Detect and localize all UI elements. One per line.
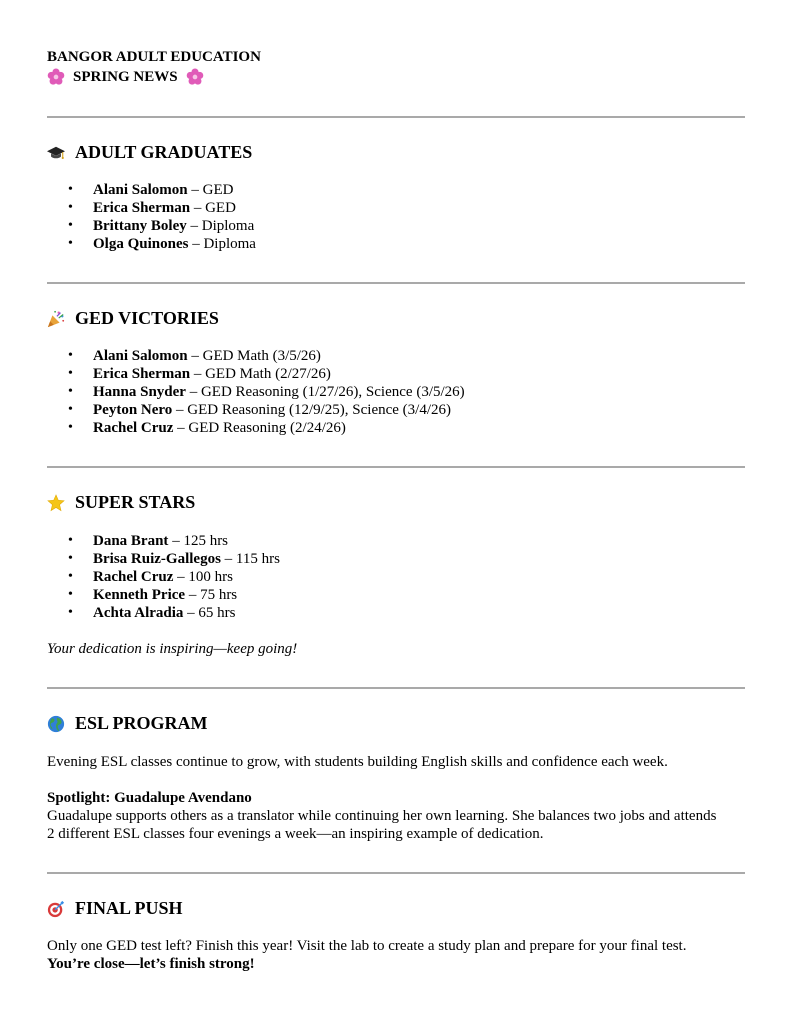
list-item: • Hanna Snyder – GED Reasoning (1/27/26), Science (3/5/26) (68, 383, 465, 401)
list-item: • Rachel Cruz – GED Reasoning (2/24/26) (68, 419, 465, 437)
list-item: • Alani Salomon – GED Math (3/5/26) (68, 347, 465, 365)
divider (47, 116, 745, 118)
list-item: • Achta Alradia – 65 hrs (68, 604, 280, 622)
party-popper-icon (47, 310, 65, 328)
star-icon (47, 494, 65, 512)
esl-intro: Evening ESL classes continue to grow, with students building English skills and confidence each week. (47, 754, 668, 770)
list-item: • Alani Salomon – GED (68, 181, 256, 199)
flower-icon (47, 68, 65, 86)
list-item: • Olga Quinones – Diploma (68, 235, 256, 253)
final-closing: You’re close—let’s finish strong! (47, 956, 255, 972)
section-title-victories (47, 308, 219, 329)
superstars-title: SUPER STARS (75, 492, 196, 512)
graduates-title: ADULT GRADUATES (75, 142, 253, 162)
divider (47, 872, 745, 874)
list-item: • Dana Brant – 125 hrs (68, 532, 280, 550)
graduation-cap-icon (47, 144, 65, 162)
spotlight-text-line2: 2 different ESL classes four evenings a week—an inspiring example of dedication. (47, 826, 544, 842)
section-title-final (47, 898, 183, 919)
list-item: • Erica Sherman – GED (68, 199, 256, 217)
list-item: • Brisa Ruiz-Gallegos – 115 hrs (68, 550, 280, 568)
final-title: FINAL PUSH (75, 898, 183, 918)
newsletter-header (47, 47, 261, 87)
list-item: • Peyton Nero – GED Reasoning (12/9/25), Science (3/4/26) (68, 401, 465, 419)
spotlight-text-line1: Guadalupe supports others as a translator while continuing her own learning. She balances two jobs and attends (47, 808, 717, 824)
superstars-note: Your dedication is inspiring—keep going! (47, 641, 298, 657)
news-title-line (47, 67, 261, 87)
section-title-superstars (47, 492, 195, 513)
flower-icon (186, 68, 204, 86)
direct-hit-icon (47, 900, 65, 918)
section-title-esl (47, 713, 208, 734)
victories-list (68, 347, 465, 437)
divider (47, 282, 745, 284)
list-item: • Brittany Boley – Diploma (68, 217, 256, 235)
globe-icon (47, 715, 65, 733)
esl-title: ESL PROGRAM (75, 713, 208, 733)
list-item: • Erica Sherman – GED Math (2/27/26) (68, 365, 465, 383)
list-item: • Rachel Cruz – 100 hrs (68, 568, 280, 586)
news-title: SPRING NEWS (73, 69, 178, 85)
final-text: Only one GED test left? Finish this year! Visit the lab to create a study plan and prepare for your final test. (47, 938, 687, 954)
superstars-list (68, 532, 280, 622)
section-title-graduates (47, 142, 252, 163)
list-item: • Kenneth Price – 75 hrs (68, 586, 280, 604)
divider (47, 687, 745, 689)
spotlight-heading: Spotlight: Guadalupe Avendano (47, 790, 252, 806)
org-name: BANGOR ADULT EDUCATION (47, 49, 261, 65)
graduates-list (68, 181, 256, 253)
divider (47, 466, 745, 468)
victories-title: GED VICTORIES (75, 308, 219, 328)
